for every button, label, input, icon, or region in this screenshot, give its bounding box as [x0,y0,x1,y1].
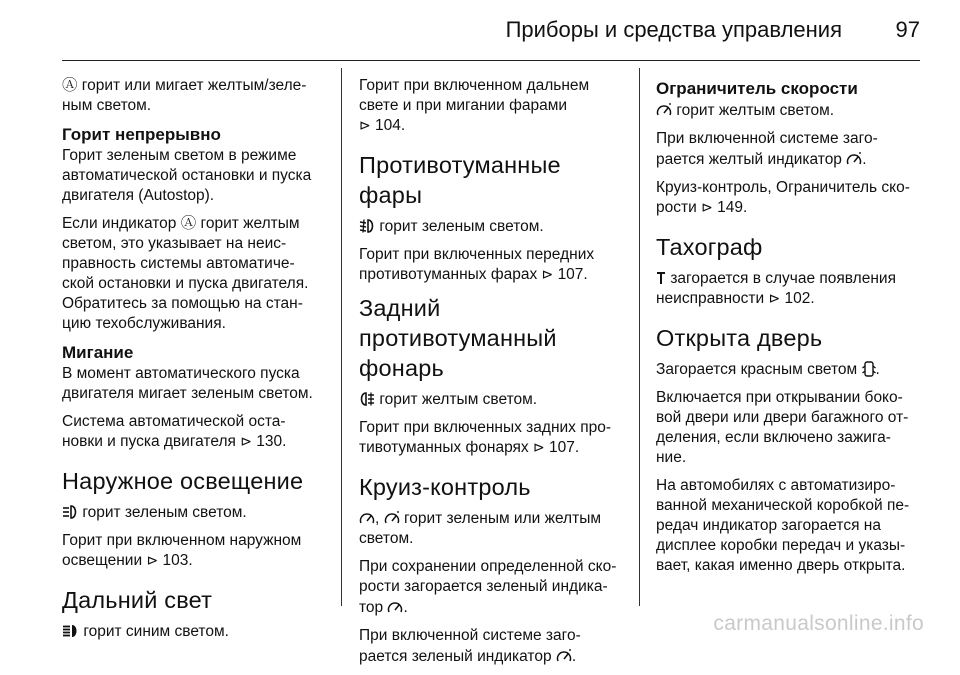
door-text-3: На автомобилях с автоматизиро-ванной механической коробкой пе-редач индикатор загорается на дисплее коробки передач и указы-вает, какая именно дверь открыта. [656,477,910,574]
cruise-text-3-body: При включенной системе заго-рается зеленый индикатор [359,627,581,665]
autostop-intro: Ⓐ горит или мигает желтым/зеле-ным светом. [62,77,307,114]
blinking-text-2 [62,412,326,452]
tacho-text-1 [656,268,920,309]
rear-fog-light-icon [359,390,375,408]
page-ref-icon: ⊳ [359,118,371,134]
rear-fog-text-2-body: Горит при включенных задних про-тивотуманных фонарях [359,419,612,456]
limiter-text-3-body: Круиз-контроль, Ограничитель ско-рости [656,179,910,216]
high-beam-text-2 [359,76,623,136]
cruise-control-icon [387,598,403,616]
tacho-text-1-body: загорается в случае появления неисправности [656,270,896,307]
fog-text-1 [359,216,623,237]
limiter-text-3-page: 149. [717,199,748,216]
door-text-2: Включается при открывании боко-вой двери или двери багажного от-деления, если включено зажига-ние. [656,389,909,466]
heading-blinking: Мигание [62,343,134,362]
fog-text-2 [359,245,623,285]
steady-text-1: Горит зеленым светом в режиме автоматической остановки и пуска двигателя (Autostop). [62,147,312,204]
heading-steady: Горит непрерывно [62,125,221,144]
limiter-text-2-body: При включенной системе заго-рается желтый индикатор [656,130,878,168]
high-beam-text-1-body: горит синим светом. [83,623,229,640]
limiter-text-1-body: горит желтым светом. [676,102,835,119]
front-fog-light-icon [359,217,375,235]
page-ref-icon: ⊳ [768,291,781,307]
cruise-text-2-body: При сохранении определенной ско-рости загорается зеленый индика-тор [359,558,617,616]
tacho-text-1-page: 102. [784,290,815,307]
column-divider-1 [341,68,342,606]
watermark: carmanualsonline.info [713,612,924,635]
heading-speed-limiter: Ограничитель скорости [656,79,858,98]
rear-fog-text-1-body: горит желтым светом. [379,391,538,408]
door-text-1: Загорается красным светом . [656,361,880,378]
page-ref-icon: ⊳ [146,553,159,569]
speed-limiter-icon [556,647,572,665]
heading-door-open: Открыта дверь [656,325,823,351]
column-1 [62,76,326,650]
page-ref-icon: ⊳ [240,434,252,450]
steady-text-2: Если индикатор Ⓐ горит желтым светом, это указывает на неис-правность системы автоматиче-ской остановки и пуска двигателя. Обратитесь за помощью на стан-цию техобслуживания. [62,215,309,332]
running-title: Приборы и средства управления [505,17,842,42]
high-beam-text-1 [62,621,326,642]
high-beam-text-2-body: Горит при включенном дальнем свете и при мигании фарами [359,77,590,114]
column-3 [656,76,920,584]
fog-text-2-page: 107. [557,266,588,283]
exterior-text-2 [62,531,326,571]
page-ref-icon: ⊳ [701,200,713,216]
cruise-text-1-body: горит зеленым или желтым светом. [359,510,602,547]
door-text-1-body: Загорается красным светом [656,361,858,378]
rear-fog-text-1 [359,389,623,410]
speed-limiter-icon [384,509,400,527]
page-ref-icon: ⊳ [533,440,545,456]
blinking-text-2-body: Система автоматической оста-новки и пуска двигателя [62,413,286,450]
exterior-text-1-body: горит зеленым светом. [82,504,247,521]
heading-tachograph: Тахограф [656,234,763,260]
fog-text-2-body: Горит при включенных передних противотуманных фарах [359,246,595,283]
heading-exterior-lighting: Наружное освещение [62,468,304,494]
page-number: 97 [895,17,920,42]
exterior-text-2-page: 103. [162,552,193,569]
cruise-control-icon [359,509,375,527]
tachograph-icon [656,269,666,287]
high-beam-text-2-page: 104. [375,117,406,134]
high-beam-icon [62,622,79,640]
blinking-text-2-page: 130. [256,433,287,450]
cruise-text-1: , горит зеленым или желтым светом. [359,510,602,547]
heading-cruise-control: Круиз-контроль [359,474,531,500]
limiter-text-3 [656,178,920,218]
rear-fog-text-2-page: 107. [549,439,580,456]
exterior-light-icon [62,503,78,521]
cruise-text-2: При сохранении определенной ско-рости загорается зеленый индика-тор . [359,558,617,616]
fog-text-1-body: горит зеленым светом. [379,218,544,235]
column-2 [359,76,623,675]
page-ref-icon: ⊳ [541,267,554,283]
exterior-text-2-body: Горит при включенном наружном освещении [62,532,302,569]
blinking-text-1: В момент автоматического пуска двигателя мигает зеленым светом. [62,365,313,402]
page-header [0,0,960,60]
speed-limiter-icon [846,150,862,168]
heading-high-beam: Дальний свет [62,587,213,613]
column-divider-2 [639,68,640,606]
door-open-icon [862,360,876,378]
heading-rear-fog-light: Задний противотуманный фонарь [359,295,557,381]
speed-limiter-icon [656,101,672,119]
rear-fog-text-2 [359,418,623,458]
exterior-text-1 [62,502,326,523]
limiter-text-2: При включенной системе заго-рается желтый индикатор . [656,130,878,168]
cruise-text-3: При включенной системе заго-рается зеленый индикатор . [359,627,581,665]
header-rule [62,60,920,61]
heading-fog-lights: Противотуманные фары [359,152,561,208]
limiter-text-1 [656,100,920,121]
